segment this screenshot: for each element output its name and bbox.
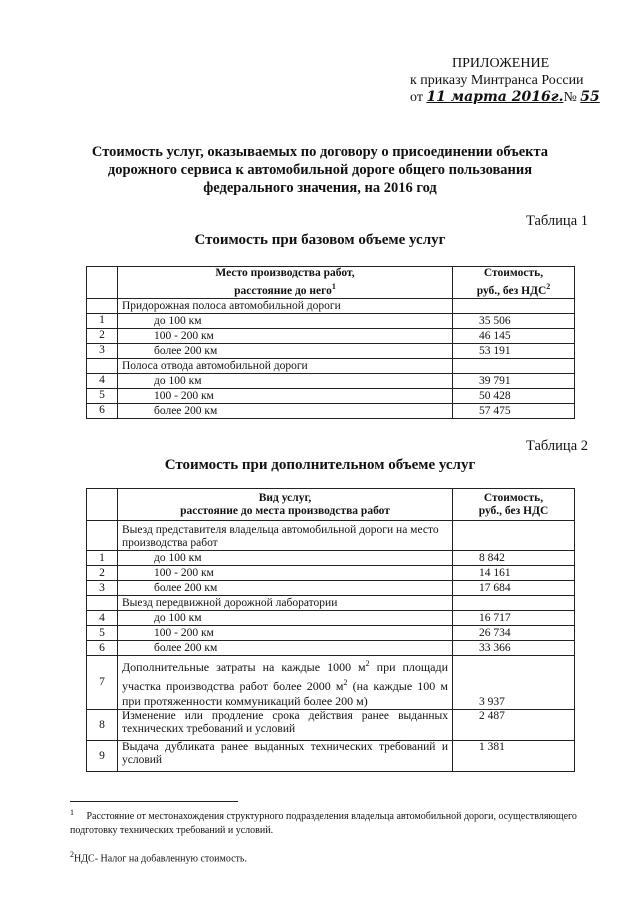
table-row-group: [87, 521, 575, 551]
table-row-group: [87, 596, 575, 611]
table-row: [87, 641, 575, 656]
table-row: [87, 343, 575, 358]
footnote-1: [70, 806, 590, 838]
table2-label: Таблица 2: [525, 438, 588, 454]
appendix-header: [410, 55, 625, 106]
date-prefix: от: [410, 90, 423, 105]
header-cost: Стоимость,: [483, 267, 544, 279]
row-cost: 53 191: [453, 343, 575, 358]
table-row-group: [87, 358, 575, 373]
row-cost: 16 717: [453, 611, 575, 626]
extra-costs-part-b: при площади участка производства работ более 2000 м: [122, 660, 448, 693]
header-kind: Вид услуг,: [258, 491, 312, 504]
row-cost: 57 475: [453, 403, 575, 418]
row-distance: 100 - 200 км: [118, 388, 453, 403]
row-distance: более 200 км: [118, 581, 453, 596]
row-distance: 100 - 200 км: [118, 328, 453, 343]
header-num-cell: [87, 267, 118, 299]
table1-header-row: [87, 267, 575, 299]
row-number: 2: [87, 566, 118, 581]
row-cost: 35 506: [453, 313, 575, 328]
row-number: 6: [87, 403, 118, 418]
header-place: Место производства работ,: [215, 267, 355, 279]
table1-label: Таблица 1: [525, 213, 588, 229]
table-row: [87, 626, 575, 641]
header-cost-cell: [453, 267, 575, 299]
table-row: [87, 581, 575, 596]
table-row-group: [87, 298, 575, 313]
table-row-duplicate: [87, 741, 575, 772]
table-row: [87, 313, 575, 328]
row-number: 7: [87, 656, 118, 710]
header-place-cell: [118, 267, 453, 299]
header-kind-cell: [118, 489, 453, 521]
row-distance: 100 - 200 км: [118, 566, 453, 581]
row-cost: 33 366: [453, 641, 575, 656]
row-distance: более 200 км: [118, 343, 453, 358]
row-cost: 26 734: [453, 626, 575, 641]
document-title: Стоимость услуг, оказываемых по договору о присоединении объекта дорожного сервиса к автомобильной дороге общего пользования федерального значения, на 2016 год: [91, 144, 549, 196]
header-cost: Стоимость,: [483, 491, 544, 504]
row-extra-costs-desc: [118, 656, 453, 710]
row-distance: до 100 км: [118, 611, 453, 626]
row-number: 4: [87, 373, 118, 388]
table-row: [87, 551, 575, 566]
footnote-1-text: Расстояние от местонахождения структурного подразделения владельца автомобильной дороги, осуществляющего подготовку технических требований и условий.: [70, 811, 577, 837]
order-reference: к приказу Минтранса России: [410, 73, 584, 88]
row-distance: более 200 км: [118, 403, 453, 418]
row-duplicate-desc: Выдача дубликата ранее выданных технических требований и условий: [118, 741, 453, 772]
header-kind-sub: расстояние до места производства работ: [180, 504, 390, 517]
table2-header-row: [87, 489, 575, 521]
table-additional-services: [86, 488, 575, 772]
row-distance: 100 - 200 км: [118, 626, 453, 641]
group-right-of-way: Полоса отвода автомобильной дороги: [118, 358, 453, 373]
row-distance: более 200 км: [118, 641, 453, 656]
group-owner-visit: Выезд представителя владельца автомобильной дороги на место производства работ: [118, 521, 453, 551]
header-cost-sub: руб., без НДС: [476, 284, 547, 297]
footnote-2-text: НДС- Налог на добавленную стоимость.: [74, 853, 247, 865]
footnote-2: [70, 848, 590, 866]
extra-costs-part-c: (на каждые 100 м при протяженности коммуникаций более 200 м): [122, 679, 448, 708]
row-number: 3: [87, 343, 118, 358]
row-cost: 50 428: [453, 388, 575, 403]
table-row: [87, 388, 575, 403]
table-row: [87, 611, 575, 626]
sup-squared-b: 2: [343, 678, 348, 687]
footnote-1-mark: 1: [70, 808, 74, 817]
extra-costs-part-a: Дополнительные затраты на каждые 1000 м: [122, 660, 366, 674]
row-cost: 3 937: [453, 656, 575, 710]
row-cost: 39 791: [453, 373, 575, 388]
header-place-sub: расстояние до него: [234, 284, 332, 297]
footnote-ref-1: 1: [331, 282, 336, 291]
row-number: 5: [87, 388, 118, 403]
row-cost: 2 487: [453, 710, 575, 741]
row-number: 9: [87, 741, 118, 772]
row-cost: 46 145: [453, 328, 575, 343]
group-lab-visit: Выезд передвижной дорожной лаборатории: [118, 596, 453, 611]
row-cost: 8 842: [453, 551, 575, 566]
row-number: 6: [87, 641, 118, 656]
row-number: 5: [87, 626, 118, 641]
handwritten-date: 11 марта 2016г.: [426, 89, 564, 105]
table-row: [87, 373, 575, 388]
table-row: [87, 328, 575, 343]
table2-caption: Стоимость при дополнительном объеме услуг: [164, 457, 476, 473]
row-distance: до 100 км: [118, 373, 453, 388]
row-number: 1: [87, 313, 118, 328]
table-row: [87, 566, 575, 581]
number-label: №: [563, 90, 577, 105]
sup-squared-a: 2: [365, 659, 370, 668]
row-cost: 14 161: [453, 566, 575, 581]
footnote-2-mark: 2: [70, 850, 74, 859]
handwritten-number: 55: [580, 89, 600, 105]
footnote-ref-2: 2: [546, 282, 551, 291]
row-number: 4: [87, 611, 118, 626]
row-number: 8: [87, 710, 118, 741]
row-number: 3: [87, 581, 118, 596]
row-distance: до 100 км: [118, 313, 453, 328]
appendix-title: ПРИЛОЖЕНИЕ: [452, 56, 550, 71]
table-base-services: [86, 266, 575, 419]
header-num-cell: [87, 489, 118, 521]
table-row-extra-costs: [87, 656, 575, 710]
order-date-line: [410, 89, 625, 106]
row-distance: до 100 км: [118, 551, 453, 566]
row-cost: 1 381: [453, 741, 575, 772]
header-cost-sub: руб., без НДС: [478, 504, 549, 517]
group-roadside: Придорожная полоса автомобильной дороги: [118, 298, 453, 313]
row-number: 2: [87, 328, 118, 343]
row-cost: 17 684: [453, 581, 575, 596]
row-number: 1: [87, 551, 118, 566]
table-row: [87, 403, 575, 418]
table-row-change-terms: [87, 710, 575, 741]
table1-caption: Стоимость при базовом объеме услуг: [194, 232, 446, 248]
footnote-separator: [70, 801, 238, 802]
header-cost-cell: [453, 489, 575, 521]
row-change-terms-desc: Изменение или продление срока действия ранее выданных технических требований и условий: [118, 710, 453, 741]
